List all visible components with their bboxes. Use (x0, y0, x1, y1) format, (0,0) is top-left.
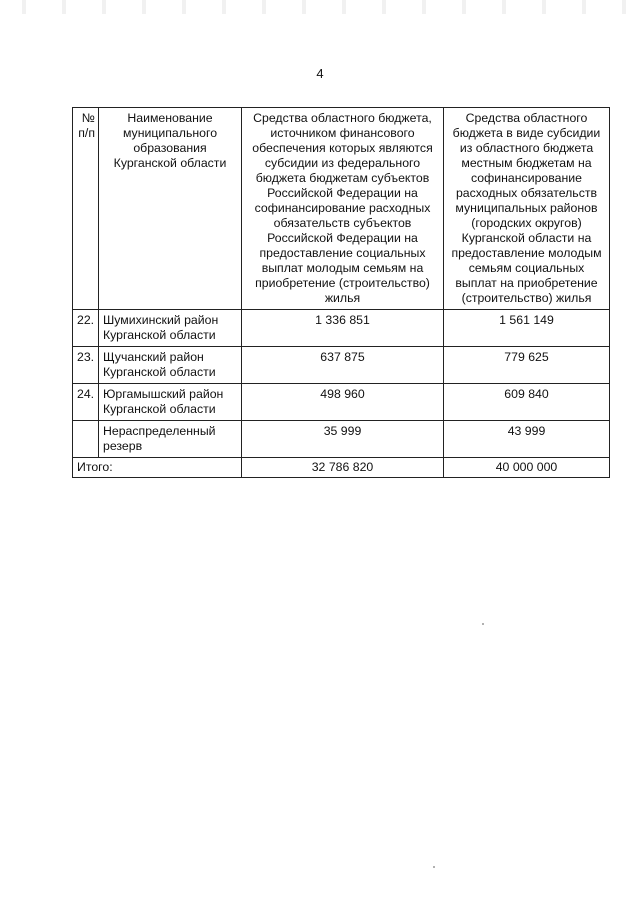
row-municipality: Щучанский район Курганской области (99, 347, 242, 384)
row-federal-amount: 498 960 (242, 384, 444, 421)
scan-speck (482, 623, 484, 625)
header-regional-funds: Средства областного бюджета в виде субсидии из областного бюджета местным бюджетам на софинансирование расходных обязательств муниципальных районов (городских округов) Курганской области на предоставление молодым семьям социальных выплат на приобретение (строительство) жилья (444, 108, 610, 310)
allocation-table (72, 107, 610, 478)
row-municipality: Нераспределенный резерв (99, 421, 242, 458)
table-row (73, 421, 610, 458)
header-row (73, 108, 610, 310)
row-regional-amount: 779 625 (444, 347, 610, 384)
total-federal: 32 786 820 (242, 458, 444, 478)
page-number: 4 (316, 66, 324, 81)
table-row (73, 347, 610, 384)
row-regional-amount: 43 999 (444, 421, 610, 458)
row-federal-amount: 637 875 (242, 347, 444, 384)
table-body (73, 310, 610, 478)
row-municipality: Юргамышский район Курганской области (99, 384, 242, 421)
row-municipality: Шумихинский район Курганской области (99, 310, 242, 347)
header-federal-funds: Средства областного бюджета, источником финансового обеспечения которых являются субсидии из федерального бюджета бюджетам субъектов Российской Федерации на софинансирование расходных обязательств субъектов Российской Федерации на предоставление социальных выплат молодым семьям на приобретение (строительство) жилья (242, 108, 444, 310)
row-number (73, 421, 99, 458)
row-federal-amount: 1 336 851 (242, 310, 444, 347)
total-row (73, 458, 610, 478)
row-number: 23. (73, 347, 99, 384)
row-federal-amount: 35 999 (242, 421, 444, 458)
total-label: Итого: (73, 458, 242, 478)
table-header (73, 108, 610, 310)
total-regional: 40 000 000 (444, 458, 610, 478)
row-number: 22. (73, 310, 99, 347)
row-regional-amount: 609 840 (444, 384, 610, 421)
row-number: 24. (73, 384, 99, 421)
header-number: № п/п (73, 108, 99, 310)
row-regional-amount: 1 561 149 (444, 310, 610, 347)
table-row (73, 384, 610, 421)
table-row (73, 310, 610, 347)
scan-speck (433, 866, 435, 868)
header-municipality: Наименование муниципального образования Курганской области (99, 108, 242, 310)
scan-artifact-strip (0, 0, 640, 14)
